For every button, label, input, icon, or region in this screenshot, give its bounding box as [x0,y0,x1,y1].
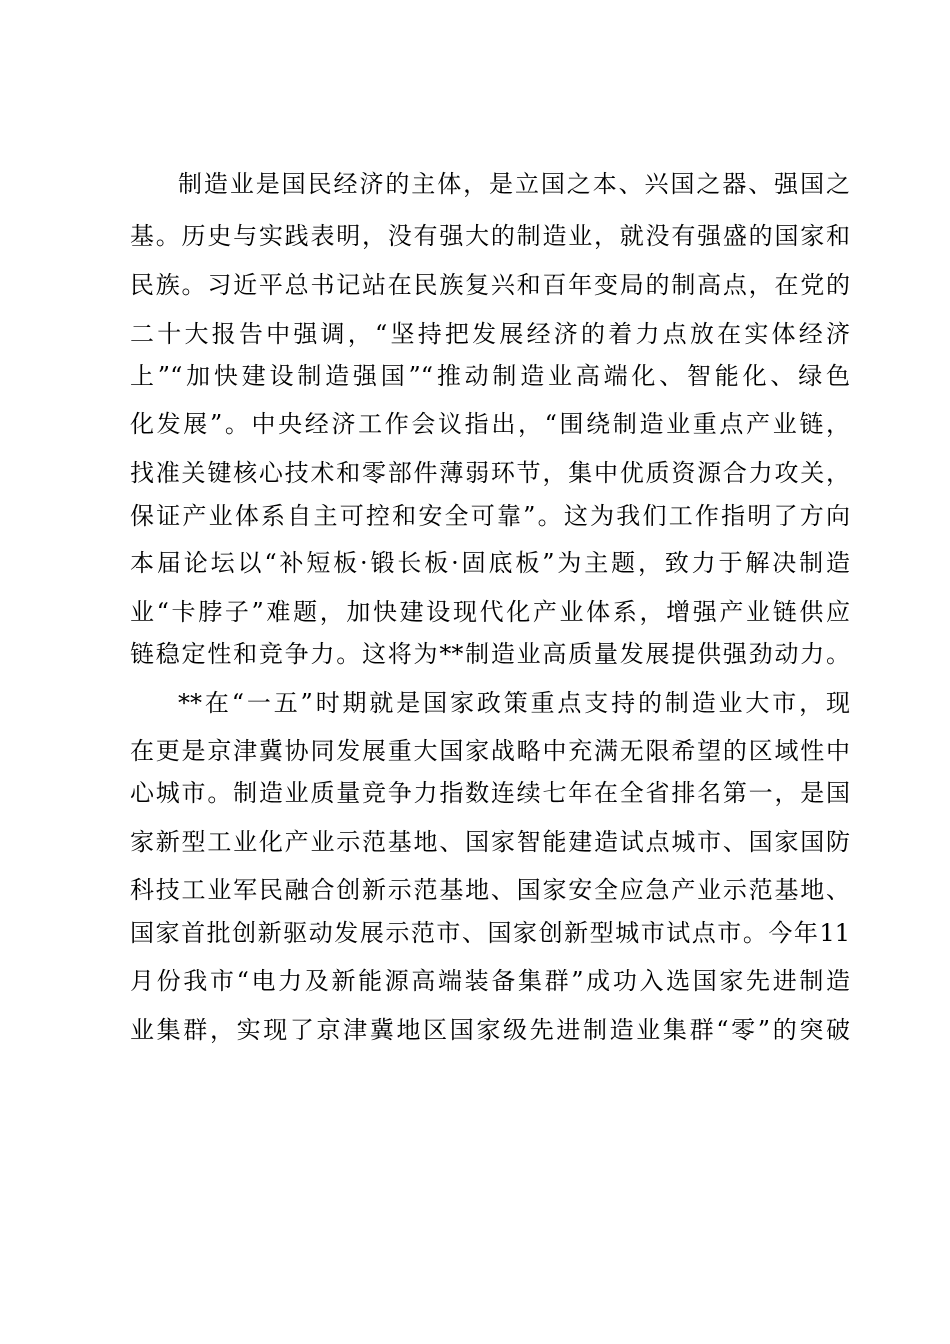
paragraph-2-line-7: 月份我市“电力及新能源高端装备集群”成功入选国家先进制造 [130,967,850,995]
paragraph-1-line-4: 二十大报告中强调，“坚持把发展经济的着力点放在实体经济 [130,320,850,348]
paragraph-2-line-3: 心城市。制造业质量竞争力指数连续七年在全省排名第一，是国 [130,779,850,807]
paragraph-1-line-9: 本届论坛以“补短板·锻长板·固底板”为主题，致力于解决制造 [130,549,850,577]
paragraph-1-line-8: 保证产业体系自主可控和安全可靠”。这为我们工作指明了方向 [130,502,850,530]
paragraph-2-line-2: 在更是京津冀协同发展重大国家战略中充满无限希望的区域性中 [130,737,850,765]
paragraph-1-line-1: 制造业是国民经济的主体，是立国之本、兴国之器、强国之 [178,170,850,198]
paragraph-1-line-10: 业“卡脖子”难题，加快建设现代化产业体系，增强产业链供应 [130,598,850,626]
paragraph-2-line-1: **在“一五”时期就是国家政策重点支持的制造业大市，现 [178,689,850,717]
paragraph-2-line-6: 国家首批创新驱动发展示范市、国家创新型城市试点市。今年11 [130,919,850,947]
paragraph-1-line-2: 基。历史与实践表明，没有强大的制造业，就没有强盛的国家和 [130,222,850,250]
paragraph-1-line-3: 民族。习近平总书记站在民族复兴和百年变局的制高点，在党的 [130,271,850,299]
paragraph-2-line-5: 科技工业军民融合创新示范基地、国家安全应急产业示范基地、 [130,876,850,904]
paragraph-2-line-8: 业集群，实现了京津冀地区国家级先进制造业集群“零”的突破 [130,1016,850,1044]
paragraph-1-line-7: 找准关键核心技术和零部件薄弱环节，集中优质资源合力攻关， [130,459,850,487]
paragraph-1-line-5: 上”“加快建设制造强国”“推动制造业高端化、智能化、绿色 [130,362,850,390]
paragraph-1-line-6: 化发展”。中央经济工作会议指出，“围绕制造业重点产业链， [130,410,850,438]
paragraph-2-line-4: 家新型工业化产业示范基地、国家智能建造试点城市、国家国防 [130,828,850,856]
paragraph-1-line-11: 链稳定性和竞争力。这将为**制造业高质量发展提供强劲动力。 [130,640,850,668]
